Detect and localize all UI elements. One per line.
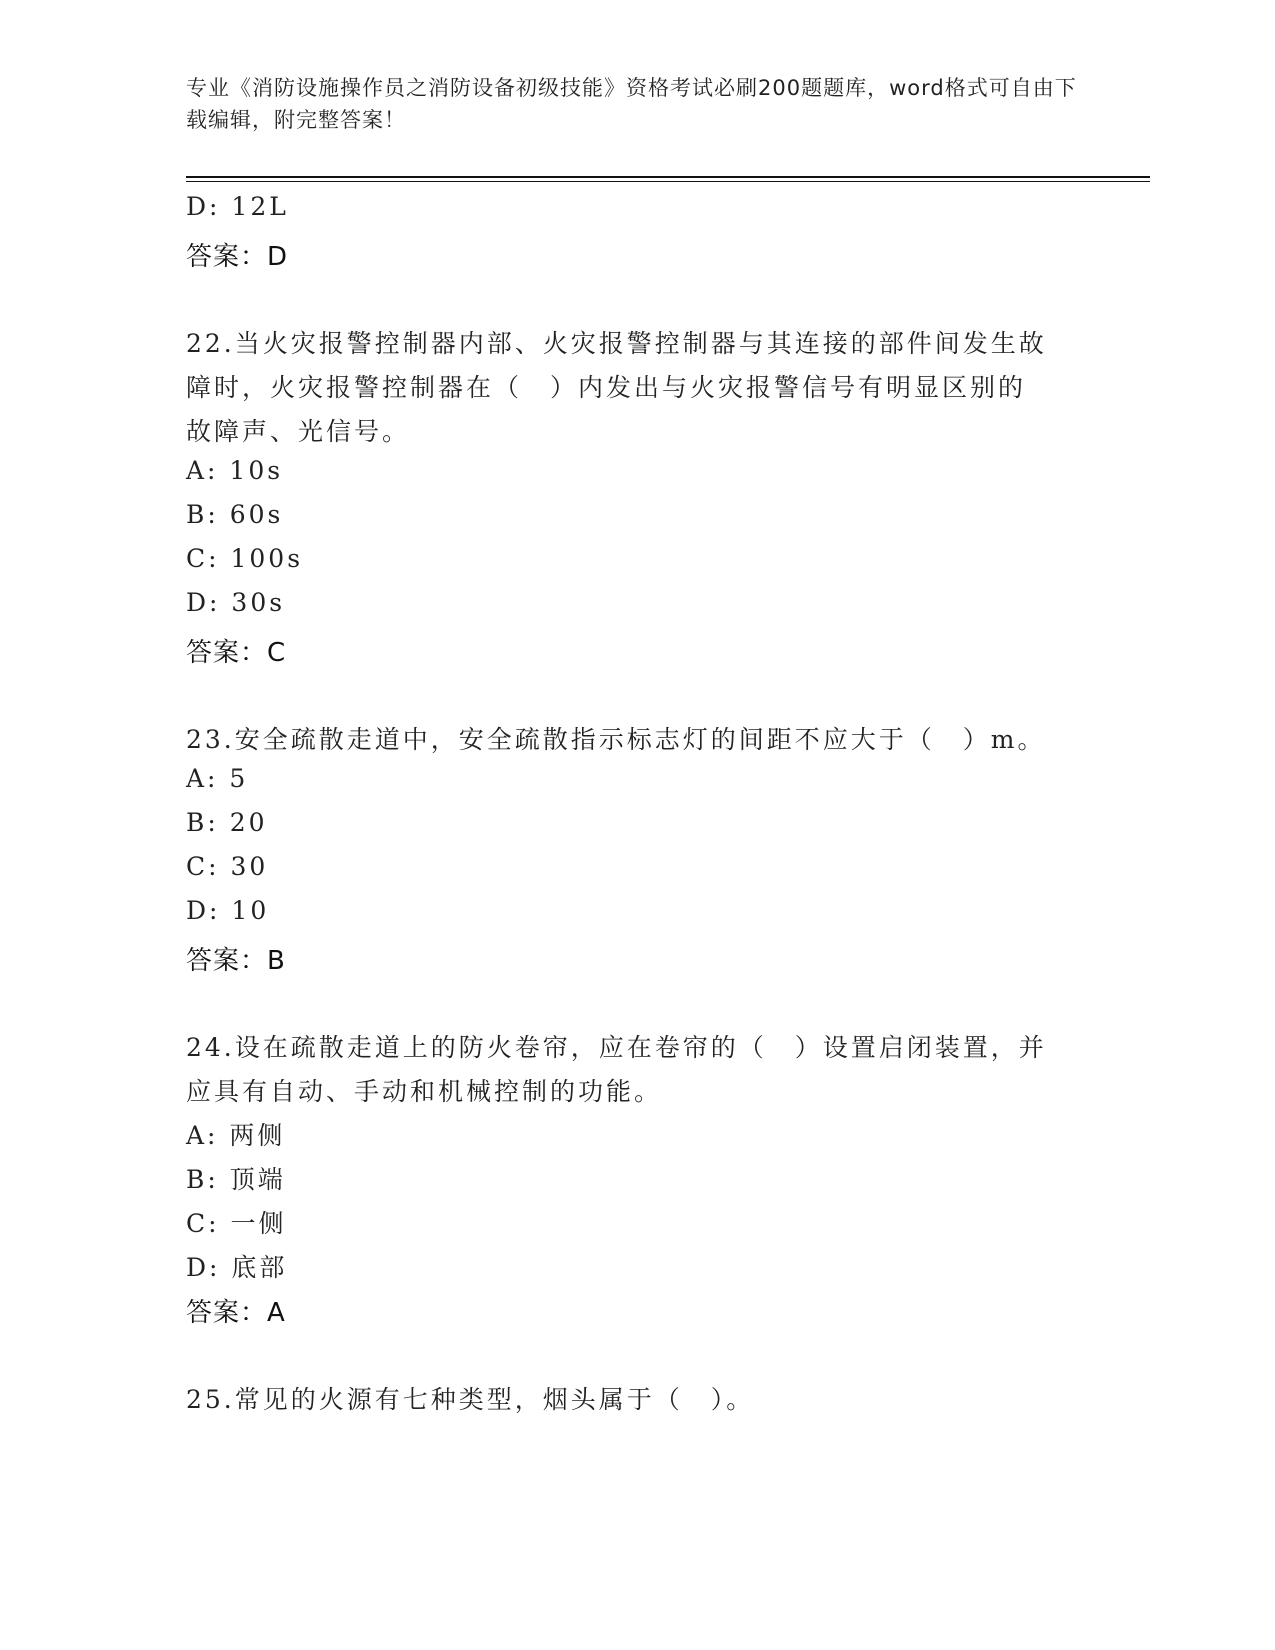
question-24-option-a: A: 两侧 [186, 1121, 286, 1150]
question-23-option-d: D: 10 [186, 896, 270, 925]
question-23-option-b: B: 20 [186, 808, 268, 837]
question-22-option-c: C: 100s [186, 544, 304, 573]
prev-option-d: D: 12L [186, 192, 289, 221]
question-23-answer: 答案：B [186, 946, 286, 976]
question-24-option-c: C: 一侧 [186, 1209, 287, 1238]
question-22-line-1: 22.当火灾报警控制器内部、火灾报警控制器与其连接的部件间发生故 [186, 329, 1047, 358]
question-22-line-2: 障时，火灾报警控制器在（ ）内发出与火灾报警信号有明显区别的 [186, 373, 1027, 402]
question-24-option-b: B: 顶端 [186, 1165, 286, 1194]
question-22-option-b: B: 60s [186, 500, 284, 529]
header-divider [186, 176, 1150, 182]
question-23-line-1: 23.安全疏散走道中，安全疏散指示标志灯的间距不应大于（ ）m。 [186, 725, 1046, 754]
question-24-line-2: 应具有自动、手动和机械控制的功能。 [186, 1077, 663, 1106]
question-25-line-1: 25.常见的火源有七种类型，烟头属于（ ）。 [186, 1385, 755, 1414]
question-23-option-a: A: 5 [186, 764, 249, 793]
question-23-option-c: C: 30 [186, 852, 269, 881]
question-22-line-3: 故障声、光信号。 [186, 417, 411, 446]
question-24-answer: 答案：A [186, 1298, 286, 1328]
prev-answer: 答案：D [186, 242, 289, 272]
question-24-option-d: D: 底部 [186, 1253, 288, 1282]
question-22-option-d: D: 30s [186, 588, 286, 617]
document-header: 专业《消防设施操作员之消防设备初级技能》资格考试必刷200题题库，word格式可自由下载编辑，附完整答案！ [186, 76, 1077, 132]
question-22-answer: 答案：C [186, 638, 287, 668]
question-24-line-1: 24.设在疏散走道上的防火卷帘，应在卷帘的（ ）设置启闭装置，并 [186, 1033, 1047, 1062]
question-22-option-a: A: 10s [186, 456, 284, 485]
